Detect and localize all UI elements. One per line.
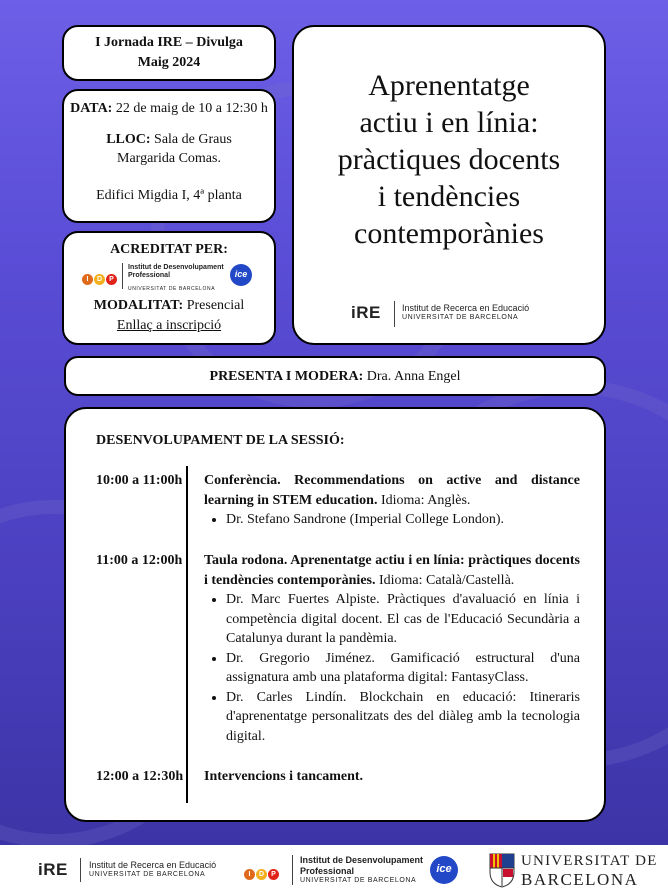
agenda-slot: Taula rodona. Aprenentatge actiu i en línia: pràctiques docents i tendències contemporànies. Idioma: Català/Castellà. • Dr. Marc Fuertes Alpiste. Pràctiques d'avaluació en línia i competència digital docent. El cas de l'Educació Secundària a Catalunya durant la pandèmia. • Dr. Gregorio Jiménez. Gamificació estructural d'una assignatura amb una plataforma digital: FantasyClass. • Dr. Carles Lindín. Blockchain en educació: Itineraris d'aprenentatge personalitzats des del diàleg amb la tecnologia digital. [204,551,580,746]
footer [0,845,668,896]
slot-time: 12:00 a 12:30h [96,769,184,784]
ice-logo-icon: ice [430,856,458,884]
timeline-divider [186,466,188,803]
idp-logo-icon: I D P [244,863,280,881]
event-series-box [62,25,276,81]
event-building: Edifici Migdia I, 4ª planta [96,188,242,203]
registration-link[interactable]: Enllaç a inscripció [116,318,222,333]
event-series-date: Maig 2024 [137,55,201,70]
ire-logo-mark: iRE [351,303,381,322]
modality: MODALITAT: Presencial [93,298,245,313]
accreditation-box [62,231,276,345]
session-heading: DESENVOLUPAMENT DE LA SESSIÓ: [96,433,345,448]
slot-time: 10:00 a 11:00h [96,473,183,488]
event-info-box [62,89,276,223]
list-item: • Dr. Gregorio Jiménez. Gamificació estructural d'una assignatura amb una plataforma digital: FantasyClass. [226,649,580,688]
ub-shield-icon [488,852,516,888]
list-item: • Dr. Marc Fuertes Alpiste. Pràctiques d'avaluació en línia i competència digital docent. El cas de l'Educació Secundària a Catalunya durant la pandèmia. [226,590,580,649]
event-location: LLOC: Sala de Graus Margarida Comas. [106,132,232,166]
ire-logo-text: Institut de Recerca en Educació UNIVERSITAT DE BARCELONA [89,860,217,878]
list-item: • Dr. Stefano Sandrone (Imperial College London). [226,510,580,530]
ire-logo-mark: iRE [38,860,68,879]
accreditation-logos [64,261,274,291]
moderator-box [64,356,606,396]
event-date: DATA: 22 de maig de 10 a 12:30 h [70,101,268,116]
list-item: • Dr. Carles Lindín. Blockchain en educació: Itineraris d'aprenentatge personalitzats des del diàleg amb la tecnologia digital. [226,688,580,747]
agenda-slot: Conferència. Recommendations on active and distance learning in STEM education. Idioma: Anglès. • Dr. Stefano Sandrone (Imperial College London). [204,471,580,530]
idp-logo-text: Institut de Desenvolupament Professional UNIVERSITAT DE BARCELONA [128,264,224,292]
slot-time: 11:00 a 12:00h [96,553,183,568]
ub-logo-text: UNIVERSITAT DE BARCELONA [521,853,658,889]
idp-logo-text: Institut de Desenvolupament Professional UNIVERSITAT DE BARCELONA [300,855,424,884]
agenda-slot: Intervencions i tancament. [204,769,364,784]
idp-logo-icon: I D P [82,269,118,287]
title-box: Aprenentatge actiu i en línia: pràctiques docents i tendències contemporànies iRE Institut de Recerca en Educació UNIVERSITAT DE BARCELONA [292,25,606,345]
moderator-name: Dra. Anna Engel [363,369,461,384]
accreditation-label: ACREDITAT PER: [110,242,228,257]
session-box [64,407,606,822]
ice-logo-icon: ice [230,264,252,286]
moderator-label: PRESENTA I MODERA: [209,369,364,384]
event-series-name: I Jornada IRE – Divulga [95,35,243,50]
page-title: Aprenentatge actiu i en línia: pràctiques docents i tendències contemporànies [337,69,561,250]
